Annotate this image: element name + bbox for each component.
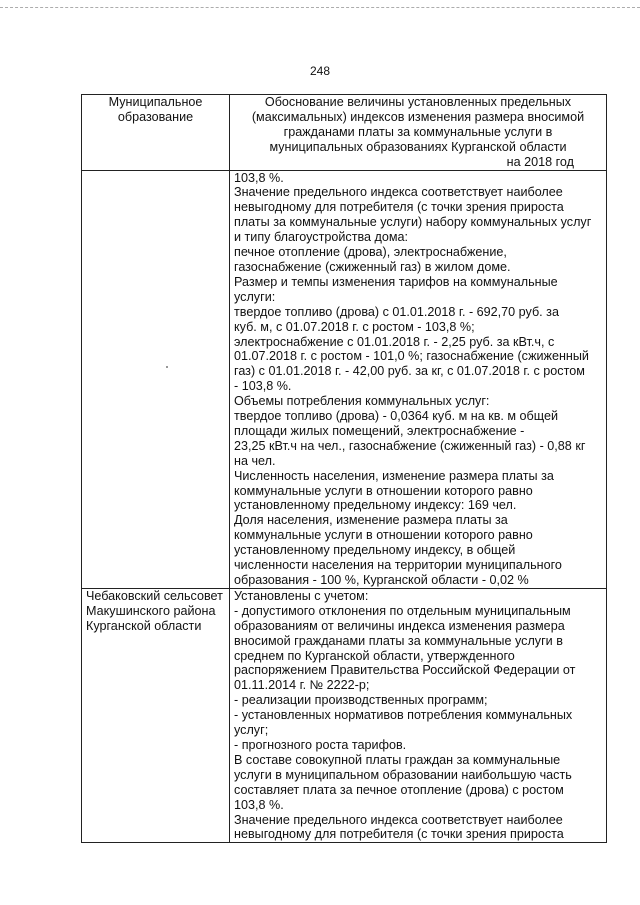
text-line: Доля населения, изменение размера платы за: [234, 513, 508, 528]
municipality-line: Курганской области: [86, 618, 202, 633]
text-line: куб. м, с 01.07.2018 г. с ростом - 103,8 %;: [234, 319, 475, 334]
tariff-justification-table: [81, 94, 607, 843]
text-line: 01.11.2014 г. № 2222-р;: [234, 678, 370, 693]
text-line: Объемы потребления коммунальных услуг:: [234, 394, 490, 409]
header-line: муниципальных образованиях Курганской области: [269, 139, 567, 154]
text-line: Размер и темпы изменения тарифов на коммунальные: [234, 274, 558, 289]
text-line: Значение предельного индекса соответствует наиболее: [234, 812, 563, 827]
justification-cell: [230, 170, 607, 588]
scan-edge-line: [0, 7, 640, 9]
text-line: услуг;: [234, 723, 269, 738]
text-line: среднем по Курганской области, утвержденного: [234, 648, 515, 663]
header-municipality: [82, 95, 230, 171]
header-line: на 2018 год: [506, 154, 574, 169]
header-justification: [230, 95, 607, 171]
text-line: твердое топливо (дрова) с 01.01.2018 г. - 692,70 руб. за: [234, 304, 559, 319]
text-line: услуги в муниципальном образовании наибольшую часть: [234, 767, 572, 782]
text-line: газ) с 01.01.2018 г. - 42,00 руб. за кг, с 01.07.2018 г. с ростом: [234, 364, 585, 379]
table-row: [82, 170, 607, 588]
text-line: - установленных нормативов потребления коммунальных: [234, 708, 573, 723]
text-line: коммунальные услуги в отношении которого равно: [234, 528, 533, 543]
text-line: печное отопление (дрова), электроснабжение,: [234, 245, 507, 260]
text-line: электроснабжение с 01.01.2018 г. - 2,25 руб. за кВт.ч, с: [234, 334, 555, 349]
header-line: Обоснование величины установленных предельных: [264, 95, 572, 109]
municipality-cell: [82, 588, 230, 842]
scan-speck: [166, 366, 168, 368]
text-line: на чел.: [234, 453, 276, 468]
text-line: Численность населения, изменение размера платы за: [234, 468, 554, 483]
text-line: установленному предельному индексу, в общей: [234, 543, 516, 558]
text-line: и типу благоустройства дома:: [234, 230, 409, 245]
text-line: установленному предельному индексу: 169 чел.: [234, 498, 517, 513]
header-line: гражданами платы за коммунальные услуги в: [283, 124, 553, 139]
text-line: Установлены с учетом:: [234, 588, 369, 603]
table-header-row: [82, 95, 607, 171]
text-line: - реализации производственных программ;: [234, 693, 488, 708]
text-line: образованиям от величины индекса изменения размера: [234, 618, 565, 633]
text-line: - допустимого отклонения по отдельным муниципальным: [234, 603, 571, 618]
text-line: 23,25 кВт.ч на чел., газоснабжение (сжиженный газ) - 0,88 кг: [234, 438, 586, 453]
municipality-line: Макушинского района: [86, 603, 216, 618]
text-line: невыгодному для потребителя (с точки зрения прироста: [234, 827, 564, 842]
text-line: площади жилых помещений, электроснабжение -: [234, 423, 525, 438]
table-row: [82, 588, 607, 842]
municipality-line: Чебаковский сельсовет: [86, 588, 223, 603]
text-line: твердое топливо (дрова) - 0,0364 куб. м на кв. м общей: [234, 409, 559, 424]
header-line: (максимальных) индексов изменения размера вносимой: [251, 109, 585, 124]
text-line: В составе совокупной платы граждан за коммунальные: [234, 752, 561, 767]
text-line: 103,8 %.: [234, 797, 284, 812]
text-line: численности населения на территории муниципального: [234, 558, 562, 573]
text-line: газоснабжение (сжиженный газ) в жилом доме.: [234, 259, 511, 274]
municipality-cell: [82, 170, 230, 588]
text-line: - 103,8 %.: [234, 379, 292, 394]
page-number: 248: [309, 64, 331, 78]
text-line: - прогнозного роста тарифов.: [234, 737, 407, 752]
text-line: невыгодному для потребителя (с точки зрения прироста: [234, 200, 564, 215]
text-line: услуги:: [234, 289, 276, 304]
header-line: образование: [117, 109, 194, 124]
justification-cell: [230, 588, 607, 842]
text-line: распоряжением Правительства Российской Федерации от: [234, 663, 576, 678]
text-line: 103,8 %.: [234, 170, 284, 185]
text-line: коммунальные услуги в отношении которого равно: [234, 483, 533, 498]
text-line: образования - 100 %, Курганской области - 0,02 %: [234, 573, 529, 587]
text-line: вносимой гражданами платы за коммунальные услуги в: [234, 633, 563, 648]
header-line: Муниципальное: [108, 95, 203, 109]
text-line: Значение предельного индекса соответствует наиболее: [234, 185, 563, 200]
text-line: 01.07.2018 г. с ростом - 101,0 %; газоснабжение (сжиженный: [234, 349, 589, 364]
text-line: платы за коммунальные услуги) набору коммунальных услуг: [234, 215, 592, 230]
text-line: составляет плата за печное отопление (дрова) с ростом: [234, 782, 564, 797]
